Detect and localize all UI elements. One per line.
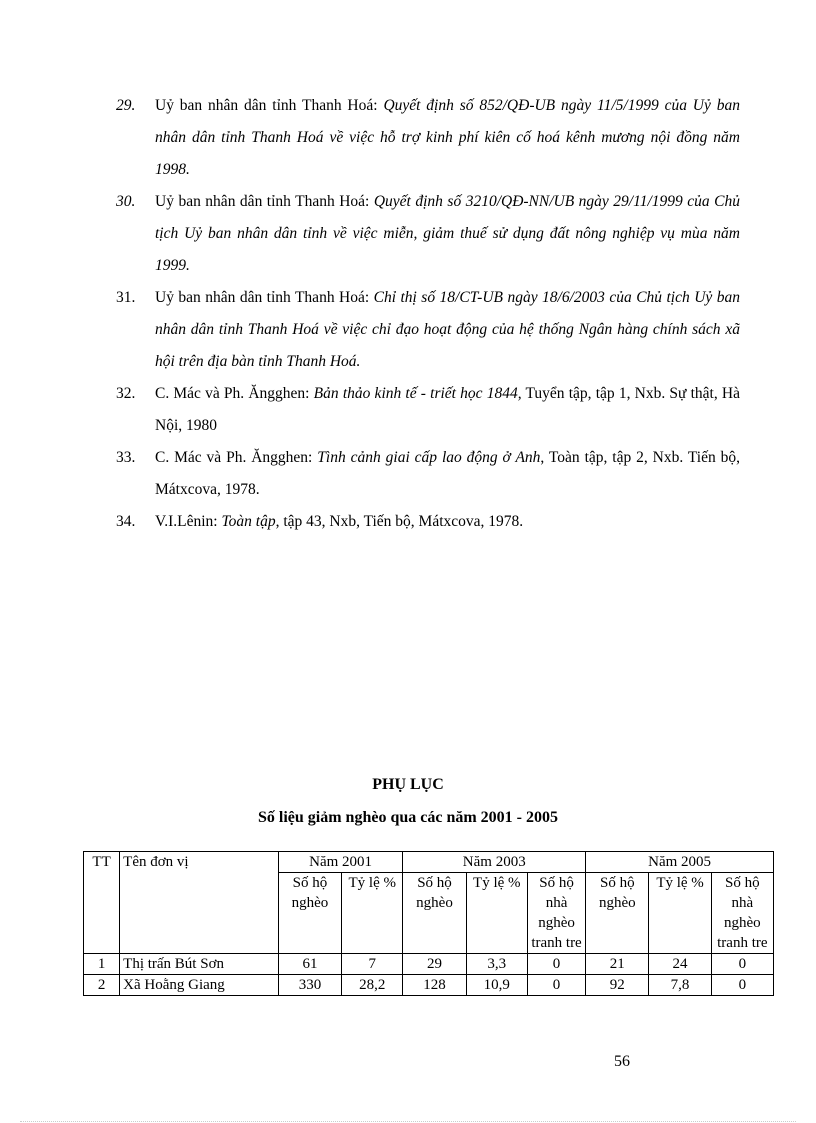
reference-details: Tuyển tập, tập 1, Nxb. Sự thật, Hà Nội, 1980 [155,385,740,434]
appendix-subheading: Số liệu giảm nghèo qua các năm 2001 - 2005 [257,809,558,826]
reference-title: Toàn tập [221,513,276,530]
reference-title: Quyết định số 852/QĐ-UB ngày 11/5/1999 của Uỷ ban nhân dân tỉnh Thanh Hoá về việc hỗ trợ kinh phí kiên cố hoá kênh mương nội đồng năm 1998. [155,97,740,178]
reference-author: C. Mác và Ph. Ăngghen: [155,385,314,402]
reference-item [116,506,740,538]
cell-rate-2005: 7,8 [649,975,711,996]
cell-households-2003: 128 [403,975,466,996]
reference-author: Uỷ ban nhân dân tỉnh Thanh Hoá: [155,97,384,114]
subheader-bamboo-houses: Số hộ nhà nghèo tranh tre [527,873,585,954]
subheader-poor-households: Số hộ nghèo [403,873,466,954]
cell-households-2005: 92 [586,975,649,996]
table-row [84,975,774,996]
reference-details: , tập 43, Nxb, Tiến bộ, Mátxcova, 1978. [275,513,524,530]
cell-households-2001: 61 [278,954,341,975]
subheader-rate: Tỷ lệ % [342,873,403,954]
reference-details: , Toàn tập, tập 2, Nxb. Tiến bộ, Mátxcova, 1978. [155,449,740,498]
table-header-row [84,852,774,873]
cell-bamboo-2003: 0 [527,954,585,975]
cell-rate-2001: 28,2 [342,975,403,996]
reference-title: Chỉ thị số 18/CT-UB ngày 18/6/2003 của Chủ tịch Uỷ ban nhân dân tỉnh Thanh Hoá về việc chỉ đạo hoạt động của hệ thống Ngân hàng chính sách xã hội trên địa bàn tỉnh Thanh Hoá. [155,289,740,370]
cell-tt: 1 [84,954,120,975]
reference-item [116,90,740,186]
reference-item [116,378,740,442]
header-year-2003: Năm 2003 [403,852,586,873]
reference-author: Uỷ ban nhân dân tỉnh Thanh Hoá: [155,193,374,210]
cell-bamboo-2005: 0 [711,975,773,996]
appendix-heading: PHỤ LỤC [372,776,444,793]
cell-bamboo-2003: 0 [527,975,585,996]
cell-unit: Xã Hoằng Giang [120,975,279,996]
reference-author: V.I.Lênin: [155,513,222,530]
cell-rate-2003: 10,9 [466,975,527,996]
reference-number: 29. [116,97,136,114]
reference-number: 34. [116,513,136,530]
reference-list [116,90,740,538]
cell-rate-2005: 24 [649,954,711,975]
header-tt: TT [84,852,120,954]
header-unit: Tên đơn vị [120,852,279,954]
reference-number: 32. [116,385,136,402]
reference-number: 33. [116,449,136,466]
reference-title: Tình cảnh giai cấp lao động ở Anh [317,449,541,466]
reference-item [116,186,740,282]
table-row [84,954,774,975]
cell-households-2003: 29 [403,954,466,975]
reference-item [116,282,740,378]
reference-author: C. Mác và Ph. Ăngghen: [155,449,318,466]
subheader-bamboo-houses: Số hộ nhà nghèo tranh tre [711,873,773,954]
cell-bamboo-2005: 0 [711,954,773,975]
cell-rate-2003: 3,3 [466,954,527,975]
cell-rate-2001: 7 [342,954,403,975]
reference-title: Bản thảo kinh tế - triết học 1844, [313,385,522,402]
header-year-2005: Năm 2005 [586,852,774,873]
footer-divider [20,1121,796,1122]
reference-number: 31. [116,289,136,306]
cell-tt: 2 [84,975,120,996]
reference-item [116,442,740,506]
subheader-rate: Tỷ lệ % [466,873,527,954]
subheader-poor-households: Số hộ nghèo [586,873,649,954]
reference-author: Uỷ ban nhân dân tỉnh Thanh Hoá: [155,289,374,306]
cell-households-2001: 330 [278,975,341,996]
header-year-2001: Năm 2001 [278,852,403,873]
poverty-table [83,851,774,996]
cell-unit: Thị trấn Bút Sơn [120,954,279,975]
cell-households-2005: 21 [586,954,649,975]
subheader-poor-households: Số hộ nghèo [278,873,341,954]
reference-number: 30. [116,193,136,210]
page-number: 56 [614,1053,630,1070]
reference-title: Quyết định số 3210/QĐ-NN/UB ngày 29/11/1999 của Chủ tịch Uỷ ban nhân dân tỉnh về việc miễn, giảm thuế sử dụng đất nông nghiệp vụ mùa năm 1999. [155,193,740,274]
subheader-rate: Tỷ lệ % [649,873,711,954]
